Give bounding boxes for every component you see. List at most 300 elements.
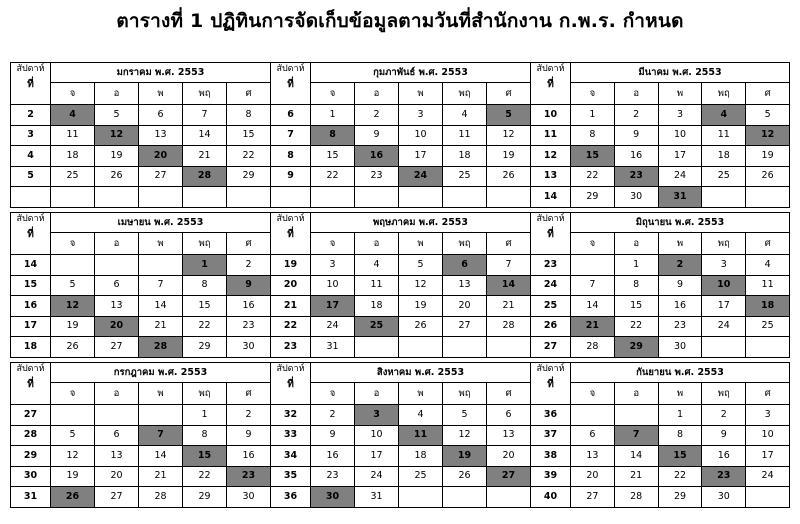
day-cell bbox=[487, 487, 531, 508]
month-table bbox=[10, 212, 271, 358]
page-title: ตารางที่ 1 ปฏิทินการจัดเก็บข้อมูลตามวันที่สำนักงาน ก.พ.ร. กำหนด bbox=[116, 10, 684, 32]
day-cell: 25 bbox=[746, 316, 790, 337]
highlighted-day-cell: 24 bbox=[399, 166, 443, 187]
month-title: พฤษภาคม พ.ศ. 2553 bbox=[311, 213, 531, 233]
day-cell: 2 bbox=[227, 405, 271, 426]
day-cell: 20 bbox=[95, 466, 139, 487]
day-cell: 12 bbox=[51, 446, 95, 467]
day-cell: 13 bbox=[139, 125, 183, 146]
week-number: 21 bbox=[271, 296, 311, 317]
day-cell: 17 bbox=[702, 296, 746, 317]
month-block bbox=[10, 362, 271, 508]
day-header: พ bbox=[139, 233, 183, 255]
week-row bbox=[11, 296, 271, 317]
day-cell: 5 bbox=[399, 255, 443, 276]
week-row bbox=[531, 296, 790, 317]
week-row bbox=[11, 446, 271, 467]
day-cell: 9 bbox=[702, 425, 746, 446]
highlighted-day-cell: 12 bbox=[746, 125, 790, 146]
highlighted-day-cell: 1 bbox=[183, 255, 227, 276]
day-cell: 19 bbox=[399, 296, 443, 317]
week-number: 36 bbox=[271, 487, 311, 508]
day-header: พฤ bbox=[183, 83, 227, 105]
day-cell: 26 bbox=[399, 316, 443, 337]
day-cell bbox=[183, 187, 227, 208]
day-cell: 14 bbox=[183, 125, 227, 146]
day-cell: 28 bbox=[487, 316, 531, 337]
week-number: 8 bbox=[271, 146, 311, 167]
week-row bbox=[11, 166, 271, 187]
day-cell: 7 bbox=[487, 255, 531, 276]
day-cell: 25 bbox=[399, 466, 443, 487]
week-row bbox=[11, 425, 271, 446]
week-label-sub: ที่ bbox=[287, 79, 294, 90]
day-header: ศ bbox=[227, 83, 271, 105]
day-cell: 5 bbox=[51, 425, 95, 446]
week-number: 37 bbox=[531, 425, 571, 446]
month-table bbox=[270, 362, 531, 508]
day-cell bbox=[139, 187, 183, 208]
day-header: พ bbox=[658, 383, 702, 405]
day-cell: 10 bbox=[399, 125, 443, 146]
day-cell: 15 bbox=[311, 146, 355, 167]
month-header-row bbox=[11, 63, 271, 83]
day-cell: 7 bbox=[139, 275, 183, 296]
day-cell: 20 bbox=[571, 466, 615, 487]
day-cell bbox=[311, 187, 355, 208]
day-cell: 11 bbox=[355, 275, 399, 296]
day-cell: 3 bbox=[399, 105, 443, 126]
highlighted-day-cell: 11 bbox=[399, 425, 443, 446]
week-row bbox=[271, 316, 531, 337]
day-cell: 16 bbox=[614, 146, 658, 167]
day-cell: 14 bbox=[614, 446, 658, 467]
day-cell: 17 bbox=[399, 146, 443, 167]
month-table bbox=[530, 362, 790, 508]
day-cell: 24 bbox=[702, 316, 746, 337]
day-cell bbox=[51, 187, 95, 208]
highlighted-day-cell: 28 bbox=[139, 337, 183, 358]
day-cell: 21 bbox=[139, 466, 183, 487]
month-block bbox=[270, 212, 531, 358]
day-cell: 27 bbox=[95, 337, 139, 358]
month-table bbox=[10, 62, 271, 208]
week-row bbox=[531, 166, 790, 187]
week-number bbox=[271, 187, 311, 208]
week-number: 23 bbox=[531, 255, 571, 276]
day-cell: 22 bbox=[658, 466, 702, 487]
highlighted-day-cell: 19 bbox=[443, 446, 487, 467]
week-number: 33 bbox=[271, 425, 311, 446]
highlighted-day-cell: 5 bbox=[487, 105, 531, 126]
day-cell: 3 bbox=[746, 405, 790, 426]
week-label-sub: ที่ bbox=[27, 379, 34, 390]
month-title: กุมภาพันธ์ พ.ศ. 2553 bbox=[311, 63, 531, 83]
week-number: 32 bbox=[271, 405, 311, 426]
month-block bbox=[270, 62, 531, 208]
highlighted-day-cell: 2 bbox=[658, 255, 702, 276]
day-cell: 24 bbox=[658, 166, 702, 187]
day-cell: 28 bbox=[614, 487, 658, 508]
day-cell: 15 bbox=[614, 296, 658, 317]
week-row bbox=[271, 487, 531, 508]
calendar-grid bbox=[10, 62, 790, 512]
week-label-cell bbox=[271, 63, 311, 105]
week-label-sub: ที่ bbox=[547, 229, 554, 240]
week-number bbox=[11, 187, 51, 208]
week-label-cell bbox=[531, 63, 571, 105]
week-row bbox=[531, 105, 790, 126]
week-row bbox=[531, 337, 790, 358]
day-cell: 13 bbox=[95, 446, 139, 467]
week-row bbox=[531, 187, 790, 208]
highlighted-day-cell: 31 bbox=[658, 187, 702, 208]
day-cell: 18 bbox=[51, 146, 95, 167]
day-cell: 23 bbox=[355, 166, 399, 187]
day-header: อ bbox=[614, 83, 658, 105]
day-cell: 6 bbox=[95, 425, 139, 446]
day-cell: 16 bbox=[658, 296, 702, 317]
day-cell: 1 bbox=[183, 405, 227, 426]
day-cell: 19 bbox=[51, 466, 95, 487]
day-cell: 3 bbox=[702, 255, 746, 276]
week-number: 6 bbox=[271, 105, 311, 126]
week-number: 40 bbox=[531, 487, 571, 508]
day-header: ศ bbox=[227, 233, 271, 255]
day-cell: 28 bbox=[571, 337, 615, 358]
week-row bbox=[271, 187, 531, 208]
day-cell: 5 bbox=[51, 275, 95, 296]
month-header-row bbox=[11, 213, 271, 233]
highlighted-day-cell: 15 bbox=[571, 146, 615, 167]
week-label-cell bbox=[271, 363, 311, 405]
week-number: 19 bbox=[271, 255, 311, 276]
day-header: พฤ bbox=[443, 83, 487, 105]
day-cell: 7 bbox=[183, 105, 227, 126]
day-cell: 15 bbox=[183, 296, 227, 317]
week-label-sub: ที่ bbox=[27, 229, 34, 240]
day-header: พฤ bbox=[183, 233, 227, 255]
highlighted-day-cell: 15 bbox=[658, 446, 702, 467]
day-cell: 4 bbox=[399, 405, 443, 426]
day-header: พ bbox=[399, 383, 443, 405]
day-cell bbox=[746, 187, 790, 208]
highlighted-day-cell: 21 bbox=[571, 316, 615, 337]
day-header: พ bbox=[658, 233, 702, 255]
highlighted-day-cell: 12 bbox=[95, 125, 139, 146]
week-number: 5 bbox=[11, 166, 51, 187]
highlighted-day-cell: 23 bbox=[227, 466, 271, 487]
highlighted-day-cell: 12 bbox=[51, 296, 95, 317]
highlighted-day-cell: 29 bbox=[614, 337, 658, 358]
week-label: สัปดาห์ bbox=[276, 64, 305, 74]
week-row bbox=[271, 275, 531, 296]
week-label: สัปดาห์ bbox=[16, 64, 45, 74]
month-header-row bbox=[271, 363, 531, 383]
day-cell: 9 bbox=[227, 425, 271, 446]
week-number: 28 bbox=[11, 425, 51, 446]
week-number: 10 bbox=[531, 105, 571, 126]
day-cell: 23 bbox=[311, 466, 355, 487]
day-cell: 25 bbox=[443, 166, 487, 187]
day-cell bbox=[355, 337, 399, 358]
day-cell bbox=[702, 337, 746, 358]
month-title: กันยายน พ.ศ. 2553 bbox=[571, 363, 790, 383]
day-cell: 26 bbox=[443, 466, 487, 487]
day-cell: 4 bbox=[355, 255, 399, 276]
day-cell: 13 bbox=[571, 446, 615, 467]
week-label-sub: ที่ bbox=[287, 229, 294, 240]
day-cell: 27 bbox=[139, 166, 183, 187]
day-cell: 9 bbox=[311, 425, 355, 446]
day-cell bbox=[95, 405, 139, 426]
day-cell: 13 bbox=[443, 275, 487, 296]
day-cell bbox=[571, 405, 615, 426]
week-label-sub: ที่ bbox=[547, 79, 554, 90]
month-header-row bbox=[531, 213, 790, 233]
day-cell bbox=[139, 255, 183, 276]
day-cell: 14 bbox=[571, 296, 615, 317]
week-row bbox=[531, 446, 790, 467]
highlighted-day-cell: 28 bbox=[183, 166, 227, 187]
day-cell: 16 bbox=[311, 446, 355, 467]
month-title: มีนาคม พ.ศ. 2553 bbox=[571, 63, 790, 83]
month-table bbox=[10, 362, 271, 508]
day-cell: 16 bbox=[702, 446, 746, 467]
week-number: 16 bbox=[11, 296, 51, 317]
week-row bbox=[271, 446, 531, 467]
day-cell: 26 bbox=[95, 166, 139, 187]
day-cell: 4 bbox=[443, 105, 487, 126]
day-header: อ bbox=[95, 83, 139, 105]
month-title: กรกฎาคม พ.ศ. 2553 bbox=[51, 363, 271, 383]
week-number: 20 bbox=[271, 275, 311, 296]
week-number: 11 bbox=[531, 125, 571, 146]
day-cell: 22 bbox=[311, 166, 355, 187]
day-cell: 13 bbox=[95, 296, 139, 317]
day-cell bbox=[399, 187, 443, 208]
day-cell: 17 bbox=[355, 446, 399, 467]
month-header-row bbox=[531, 63, 790, 83]
day-header: จ bbox=[51, 233, 95, 255]
highlighted-day-cell: 4 bbox=[702, 105, 746, 126]
day-cell: 27 bbox=[571, 487, 615, 508]
week-number: 14 bbox=[531, 187, 571, 208]
week-label-cell bbox=[271, 213, 311, 255]
day-cell: 14 bbox=[139, 296, 183, 317]
week-label-cell bbox=[11, 213, 51, 255]
day-cell: 24 bbox=[746, 466, 790, 487]
week-number: 34 bbox=[271, 446, 311, 467]
day-cell: 3 bbox=[311, 255, 355, 276]
day-cell: 2 bbox=[311, 405, 355, 426]
day-cell: 17 bbox=[746, 446, 790, 467]
day-cell: 21 bbox=[614, 466, 658, 487]
day-header: พ bbox=[658, 83, 702, 105]
month-block bbox=[530, 62, 790, 208]
day-cell: 18 bbox=[443, 146, 487, 167]
week-label-sub: ที่ bbox=[287, 379, 294, 390]
week-row bbox=[11, 275, 271, 296]
day-header: ศ bbox=[487, 383, 531, 405]
week-number: 38 bbox=[531, 446, 571, 467]
week-number: 3 bbox=[11, 125, 51, 146]
week-row bbox=[271, 255, 531, 276]
day-cell: 19 bbox=[746, 146, 790, 167]
month-title: เมษายน พ.ศ. 2553 bbox=[51, 213, 271, 233]
day-cell: 28 bbox=[139, 487, 183, 508]
month-block bbox=[270, 362, 531, 508]
day-cell: 8 bbox=[614, 275, 658, 296]
day-header: จ bbox=[571, 233, 615, 255]
day-cell bbox=[746, 337, 790, 358]
day-cell: 12 bbox=[399, 275, 443, 296]
highlighted-day-cell: 23 bbox=[614, 166, 658, 187]
day-cell: 5 bbox=[443, 405, 487, 426]
week-row bbox=[271, 125, 531, 146]
day-header: อ bbox=[614, 383, 658, 405]
week-row bbox=[531, 146, 790, 167]
day-cell: 1 bbox=[571, 105, 615, 126]
month-block bbox=[530, 362, 790, 508]
day-cell bbox=[95, 187, 139, 208]
highlighted-day-cell: 14 bbox=[487, 275, 531, 296]
day-cell: 11 bbox=[702, 125, 746, 146]
day-cell: 22 bbox=[614, 316, 658, 337]
day-header: จ bbox=[51, 83, 95, 105]
week-number: 23 bbox=[271, 337, 311, 358]
week-label-sub: ที่ bbox=[27, 79, 34, 90]
day-cell bbox=[399, 337, 443, 358]
day-cell: 1 bbox=[311, 105, 355, 126]
week-number: 14 bbox=[11, 255, 51, 276]
month-table bbox=[270, 62, 531, 208]
week-number: 36 bbox=[531, 405, 571, 426]
week-number: 27 bbox=[11, 405, 51, 426]
day-cell: 16 bbox=[227, 296, 271, 317]
day-header: จ bbox=[51, 383, 95, 405]
week-number: 4 bbox=[11, 146, 51, 167]
day-cell: 23 bbox=[658, 316, 702, 337]
month-table bbox=[530, 212, 790, 358]
day-cell bbox=[51, 255, 95, 276]
day-header: พฤ bbox=[702, 383, 746, 405]
day-cell: 26 bbox=[746, 166, 790, 187]
day-cell: 12 bbox=[443, 425, 487, 446]
week-label-cell bbox=[11, 63, 51, 105]
day-cell: 8 bbox=[183, 275, 227, 296]
highlighted-day-cell: 23 bbox=[702, 466, 746, 487]
day-header: ศ bbox=[487, 83, 531, 105]
week-number: 39 bbox=[531, 466, 571, 487]
day-header: พ bbox=[139, 383, 183, 405]
month-header-row bbox=[271, 63, 531, 83]
day-header: อ bbox=[614, 233, 658, 255]
day-header: อ bbox=[355, 233, 399, 255]
day-cell: 2 bbox=[614, 105, 658, 126]
day-header: ศ bbox=[746, 383, 790, 405]
day-cell: 20 bbox=[443, 296, 487, 317]
week-number: 27 bbox=[531, 337, 571, 358]
week-number: 13 bbox=[531, 166, 571, 187]
week-label-sub: ที่ bbox=[547, 379, 554, 390]
week-row bbox=[271, 337, 531, 358]
week-label: สัปดาห์ bbox=[16, 214, 45, 224]
month-block bbox=[10, 62, 271, 208]
day-cell: 26 bbox=[487, 166, 531, 187]
highlighted-day-cell: 18 bbox=[746, 296, 790, 317]
day-cell: 11 bbox=[51, 125, 95, 146]
week-number: 18 bbox=[11, 337, 51, 358]
day-cell bbox=[399, 487, 443, 508]
week-label: สัปดาห์ bbox=[276, 214, 305, 224]
week-label-cell bbox=[531, 213, 571, 255]
week-row bbox=[11, 316, 271, 337]
week-number: 25 bbox=[531, 296, 571, 317]
day-cell: 30 bbox=[702, 487, 746, 508]
day-cell: 30 bbox=[658, 337, 702, 358]
week-row bbox=[531, 316, 790, 337]
day-cell: 25 bbox=[702, 166, 746, 187]
week-row bbox=[531, 487, 790, 508]
day-cell: 31 bbox=[355, 487, 399, 508]
day-cell: 6 bbox=[571, 425, 615, 446]
week-row bbox=[271, 296, 531, 317]
day-cell: 18 bbox=[399, 446, 443, 467]
day-cell: 21 bbox=[139, 316, 183, 337]
day-header: พฤ bbox=[443, 383, 487, 405]
month-title: มิถุนายน พ.ศ. 2553 bbox=[571, 213, 790, 233]
day-cell: 19 bbox=[487, 146, 531, 167]
week-number: 26 bbox=[531, 316, 571, 337]
month-table bbox=[530, 62, 790, 208]
day-cell bbox=[139, 405, 183, 426]
day-cell: 4 bbox=[746, 255, 790, 276]
day-cell: 8 bbox=[658, 425, 702, 446]
highlighted-day-cell: 20 bbox=[139, 146, 183, 167]
day-cell: 24 bbox=[311, 316, 355, 337]
highlighted-day-cell: 8 bbox=[311, 125, 355, 146]
day-cell bbox=[746, 487, 790, 508]
highlighted-day-cell: 4 bbox=[51, 105, 95, 126]
day-cell: 2 bbox=[702, 405, 746, 426]
week-number: 2 bbox=[11, 105, 51, 126]
day-header: จ bbox=[571, 383, 615, 405]
highlighted-day-cell: 30 bbox=[311, 487, 355, 508]
week-row bbox=[11, 187, 271, 208]
day-cell: 8 bbox=[183, 425, 227, 446]
day-cell bbox=[95, 255, 139, 276]
day-header: ศ bbox=[746, 233, 790, 255]
day-cell: 18 bbox=[355, 296, 399, 317]
day-cell: 6 bbox=[487, 405, 531, 426]
day-cell: 5 bbox=[95, 105, 139, 126]
highlighted-day-cell: 3 bbox=[355, 405, 399, 426]
day-cell: 14 bbox=[139, 446, 183, 467]
day-header: อ bbox=[355, 383, 399, 405]
day-cell: 23 bbox=[227, 316, 271, 337]
highlighted-day-cell: 20 bbox=[95, 316, 139, 337]
day-cell: 22 bbox=[183, 316, 227, 337]
week-row bbox=[11, 466, 271, 487]
day-cell bbox=[51, 405, 95, 426]
day-header: ศ bbox=[487, 233, 531, 255]
day-cell: 2 bbox=[227, 255, 271, 276]
month-block bbox=[10, 212, 271, 358]
highlighted-day-cell: 6 bbox=[443, 255, 487, 276]
day-cell: 30 bbox=[227, 337, 271, 358]
week-number: 22 bbox=[271, 316, 311, 337]
